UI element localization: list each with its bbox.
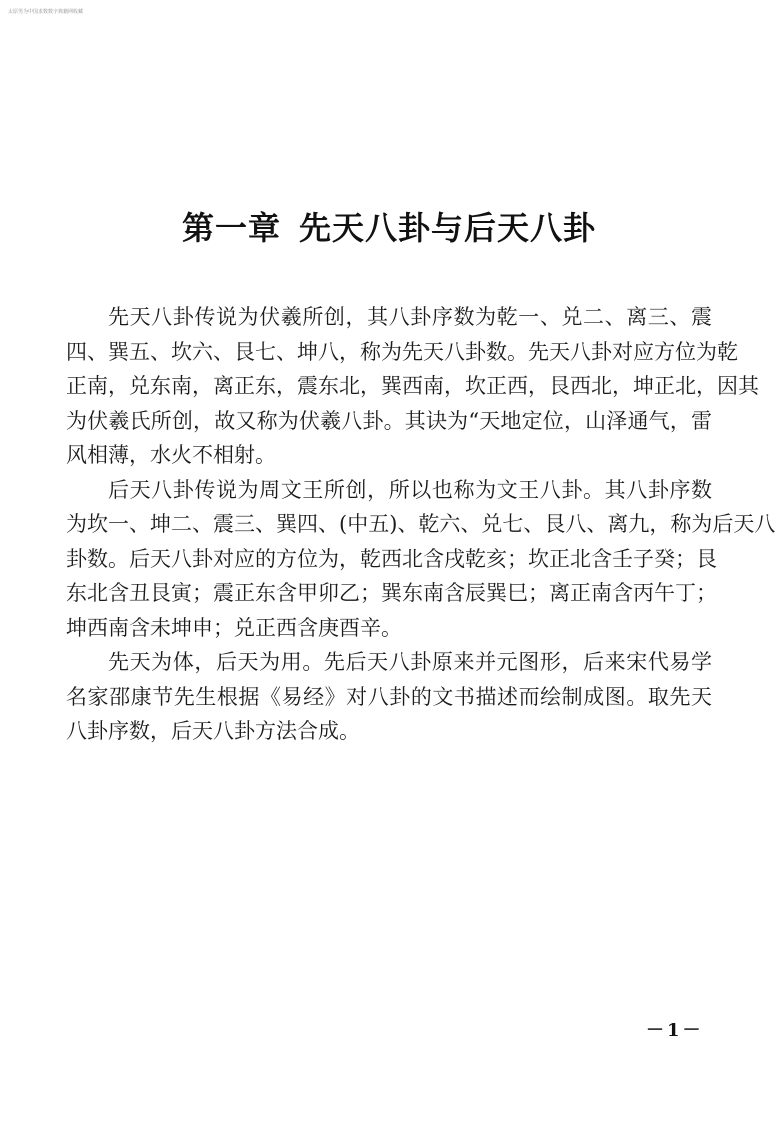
paragraph-line: 四、巽五、坎六、艮七、坤八，称为先天八卦数。先天八卦对应方位为乾 bbox=[66, 339, 738, 364]
paragraph-line: 卦数。后天八卦对应的方位为，乾西北含戌乾亥；坎正北含壬子癸；艮 bbox=[66, 546, 717, 571]
paragraph-line: 为坎一、坤二、震三、巽四、(中五)、乾六、兑七、艮八、离九，称为后天八 bbox=[66, 512, 776, 536]
paragraph-line: 为伏羲氏所创，故又称为伏羲八卦。其诀为“天地定位，山泽通气，雷 bbox=[66, 408, 712, 433]
chapter-title bbox=[0, 208, 778, 248]
page-number: －1－ bbox=[646, 1020, 704, 1041]
body-text bbox=[66, 300, 776, 749]
paragraph-line: 八卦序数，后天八卦方法合成。 bbox=[66, 719, 360, 743]
paragraph-line: 风相薄，水火不相射。 bbox=[66, 443, 276, 467]
paragraph-line: 东北含丑艮寅；震正东含甲卯乙；巽东南含辰巽巳；离正南含丙午丁； bbox=[66, 581, 717, 605]
chapter-heading: 先天八卦与后天八卦 bbox=[299, 209, 597, 247]
paragraph-line: 先天八卦传说为伏羲所创，其八卦序数为乾一、兑二、离三、震 bbox=[108, 305, 712, 329]
paragraph-1 bbox=[66, 300, 759, 473]
watermark-text: 太原男为中国求数数字典籍网收藏 bbox=[8, 9, 84, 15]
paragraph-line: 坤西南含未坤申；兑正西含庚酉辛。 bbox=[66, 615, 402, 640]
paragraph-3 bbox=[66, 645, 712, 749]
paragraph-line: 名家邵康节先生根据《易经》对八卦的文书描述而绘制成图。取先天 bbox=[66, 684, 712, 709]
chapter-number: 第一章 bbox=[181, 209, 281, 247]
paragraph-2 bbox=[66, 473, 776, 646]
paragraph-line: 先天为体，后天为用。先后天八卦原来并元图形，后来宋代易学 bbox=[108, 650, 712, 674]
paragraph-line: 后天八卦传说为周文王所创，所以也称为文王八卦。其八卦序数 bbox=[108, 477, 712, 502]
paragraph-line: 正南，兑东南，离正东，震东北，巽西南，坎正西，艮西北，坤正北，因其 bbox=[66, 374, 759, 398]
